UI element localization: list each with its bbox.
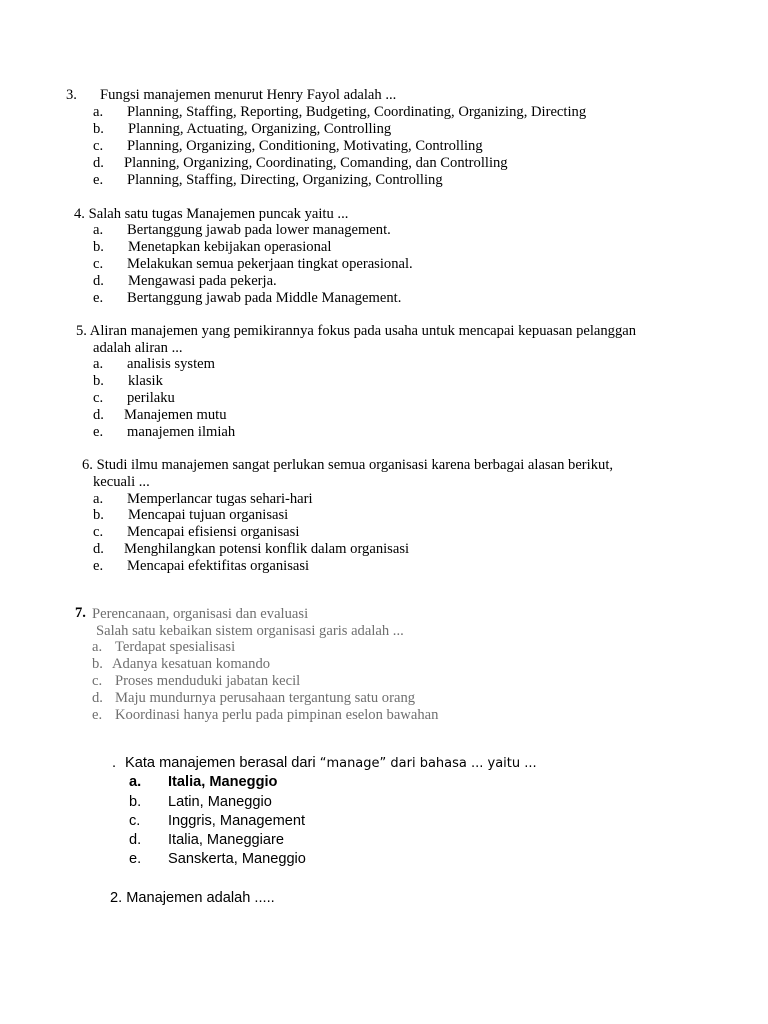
option-letter: d.	[92, 690, 103, 706]
option-text: Planning, Organizing, Coordinating, Comanding, dan Controlling	[124, 155, 508, 171]
question-stem-part: “manage” dari bahasa ... yaitu ...	[319, 756, 537, 771]
option-text: Mencapai efektifitas organisasi	[127, 558, 310, 574]
option-letter: a.	[93, 356, 104, 372]
option-letter: a.	[93, 104, 104, 120]
option-letter: a.	[93, 222, 104, 238]
option-letter: a.	[129, 774, 142, 790]
option-text: Italia, Maneggiare	[168, 832, 285, 848]
option-letter: c.	[93, 256, 104, 272]
question-number: 3.	[66, 87, 77, 103]
option-text: Proses menduduki jabatan kecil	[115, 673, 301, 689]
option-letter: c.	[93, 390, 104, 406]
option-text: Planning, Actuating, Organizing, Controlling	[128, 121, 392, 137]
option-letter: e.	[93, 558, 104, 574]
option-text: Maju mundurnya perusahaan tergantung satu orang	[115, 690, 416, 706]
question-number: .	[112, 755, 117, 771]
option-letter: e.	[93, 290, 104, 306]
option-letter: a.	[93, 491, 104, 507]
option-text: klasik	[128, 373, 163, 389]
question-stem-part: Kata manajemen berasal dari	[125, 755, 320, 771]
option-letter: d.	[93, 155, 104, 171]
option-text: manajemen ilmiah	[127, 424, 236, 440]
question-stem-continued: kecuali ...	[93, 474, 150, 490]
option-text: Koordinasi hanya perlu pada pimpinan eselon bawahan	[115, 707, 439, 723]
option-letter: d.	[129, 832, 142, 848]
option-letter: d.	[93, 407, 104, 423]
option-letter: c.	[93, 524, 104, 540]
option-text: Melakukan semua pekerjaan tingkat operasional.	[127, 256, 413, 272]
option-text: perilaku	[127, 390, 175, 406]
option-text: Adanya kesatuan komando	[112, 656, 271, 672]
option-text: Memperlancar tugas sehari-hari	[127, 491, 313, 507]
option-text: Planning, Staffing, Directing, Organizing, Controlling	[127, 172, 443, 188]
option-text: Planning, Staffing, Reporting, Budgeting, Coordinating, Organizing, Directing	[127, 104, 587, 120]
option-text: Planning, Organizing, Conditioning, Motivating, Controlling	[127, 138, 483, 154]
option-text: Mencapai tujuan organisasi	[128, 507, 289, 523]
question-stem	[125, 754, 537, 773]
option-letter: e.	[93, 172, 104, 188]
option-letter: d.	[93, 541, 104, 557]
option-letter: b.	[92, 656, 103, 672]
option-text: Inggris, Management	[168, 813, 306, 829]
question-stem: 5. Aliran manajemen yang pemikirannya fokus pada usaha untuk mencapai kepuasan pelanggan	[76, 323, 637, 339]
option-text: Latin, Maneggio	[168, 794, 272, 810]
option-letter: e.	[92, 707, 103, 723]
option-letter: a.	[92, 639, 103, 655]
question-stem: Perencanaan, organisasi dan evaluasi	[92, 606, 309, 622]
option-text: Bertanggung jawab pada Middle Management.	[127, 290, 402, 306]
question-stem-continued: adalah aliran ...	[93, 340, 183, 356]
option-letter: c.	[92, 673, 103, 689]
option-letter: b.	[93, 121, 104, 137]
option-letter: e.	[93, 424, 104, 440]
option-text: Italia, Maneggio	[168, 774, 278, 790]
question-number: 7.	[75, 605, 86, 621]
option-letter: b.	[129, 794, 142, 810]
option-text: Manajemen mutu	[124, 407, 227, 423]
option-letter: c.	[129, 813, 141, 829]
option-text: Mencapai efisiensi organisasi	[127, 524, 300, 540]
option-text: Bertanggung jawab pada lower management.	[127, 222, 391, 238]
option-text: Menghilangkan potensi konflik dalam organisasi	[124, 541, 410, 557]
question-stem: 2. Manajemen adalah .....	[110, 890, 275, 906]
question-stem: 6. Studi ilmu manajemen sangat perlukan semua organisasi karena berbagai alasan berikut,	[82, 457, 614, 473]
option-letter: b.	[93, 507, 104, 523]
option-letter: c.	[93, 138, 104, 154]
option-letter: b.	[93, 373, 104, 389]
option-letter: e.	[129, 851, 142, 867]
question-stem: Fungsi manajemen menurut Henry Fayol adalah ...	[100, 87, 397, 103]
option-text: analisis system	[127, 356, 215, 372]
option-text: Terdapat spesialisasi	[115, 639, 236, 655]
option-letter: d.	[93, 273, 104, 289]
option-text: Sanskerta, Maneggio	[168, 851, 306, 867]
option-text: Mengawasi pada pekerja.	[128, 273, 277, 289]
question-stem-continued: Salah satu kebaikan sistem organisasi garis adalah ...	[96, 623, 404, 639]
option-text: Menetapkan kebijakan operasional	[128, 239, 332, 255]
option-letter: b.	[93, 239, 104, 255]
question-stem: 4. Salah satu tugas Manajemen puncak yaitu ...	[74, 206, 349, 222]
